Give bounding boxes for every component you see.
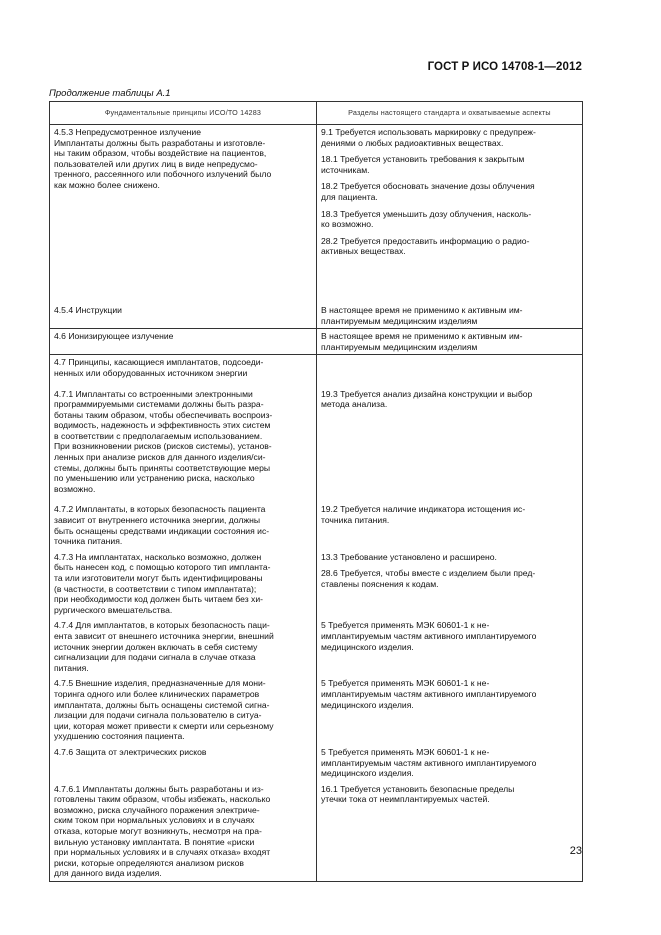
principle-text-line: 4.5.4 Инструкции <box>54 304 122 315</box>
document-id: ГОСТ Р ИСО 14708-1—2012 <box>427 61 582 73</box>
principle-text-line: лизации для подачи сигнала пользователю в ситуа- <box>54 710 262 721</box>
principle-text-line: быть оснащены средствами индикации состояния ис- <box>54 525 270 536</box>
section-text-line: 28.2 Требуется предоставить информацию о радио- <box>321 235 530 246</box>
principle-text-line: 4.7.6 Защита от электрических рисков <box>54 746 207 757</box>
table-row <box>50 781 583 882</box>
principle-text-line: тренного, рассеянного или побочного излучений было <box>54 169 272 180</box>
page-number: 23 <box>569 845 582 857</box>
section-paragraph <box>321 552 578 563</box>
principle-text-line: отказа, которые могут возникнуть, несмотря на пра- <box>54 826 262 837</box>
section-text-line: 13.3 Требование установлено и расширено. <box>321 551 497 562</box>
section-text-line: источникам. <box>321 164 370 175</box>
section-text-line: медицинского изделия. <box>321 768 414 779</box>
table-row <box>50 125 583 259</box>
section-cell <box>317 617 583 675</box>
col-header-principles: Фундаментальные принципы ИСО/ТО 14283 <box>50 102 317 125</box>
section-cell <box>317 675 583 744</box>
section-text-line: дениями о любых радиоактивных веществах. <box>321 137 504 148</box>
principle-text-line: рургического вмешательства. <box>54 604 173 615</box>
section-cell <box>317 744 583 781</box>
principle-text-line: зависит от внутреннего источника энергии, должны <box>54 515 261 526</box>
principle-cell <box>50 496 317 548</box>
principle-text-line: 4.7 Принципы, касающиеся имплантатов, подсоеди- <box>54 357 264 368</box>
section-cell <box>317 549 583 618</box>
section-text-line: плантируемым медицинским изделиям <box>321 315 478 326</box>
requirements-table <box>49 101 583 882</box>
section-text-line: плантируемым медицинским изделиям <box>321 341 478 352</box>
principle-text-line: ленных при анализе рисков для данного изделия/си- <box>54 452 266 463</box>
principle-text-line: программируемыми системами должны быть разра- <box>54 399 264 410</box>
table-body <box>50 125 583 882</box>
section-text-line: метода анализа. <box>321 399 388 410</box>
table-row <box>50 549 583 618</box>
table-row <box>50 259 583 329</box>
section-text-line: 9.1 Требуется использовать маркировку с предупреж- <box>321 127 536 137</box>
section-text-line: ставлены пояснения к кодам. <box>321 579 439 589</box>
section-text-line: утечки тока от неимплантируемых частей. <box>321 794 490 805</box>
principle-text-line: быть нанесен код, с помощью которого тип импланта- <box>54 562 271 573</box>
section-cell <box>317 355 583 381</box>
principle-text-line: та или изготовители могут быть идентифицированы <box>54 573 263 583</box>
principle-text-line: ненных или оборудованных источником энергии <box>54 367 248 378</box>
section-paragraph <box>321 620 578 652</box>
principle-text-line: ухудшению состояния пациента. <box>54 731 185 742</box>
section-text-line: имплантируемым частям активного имплантируемого <box>321 757 537 768</box>
principle-text-line: питания. <box>54 662 89 673</box>
principle-text-line: при нормальных условиях и в случаях отказа» входят <box>54 847 271 858</box>
principle-cell <box>50 549 317 618</box>
principle-text-line: Имплантаты должны быть разработаны и изготовле- <box>54 137 266 148</box>
principle-cell <box>50 781 317 882</box>
section-cell <box>317 329 583 355</box>
principle-text-line: ским током при нормальных условиях и в случаях <box>54 815 255 826</box>
section-paragraph <box>321 784 578 805</box>
section-text-line: для пациента. <box>321 191 378 202</box>
section-cell <box>317 781 583 882</box>
section-paragraph <box>321 389 578 410</box>
section-paragraph <box>321 747 578 779</box>
section-text-line: имплантируемым частям активного имплантируемого <box>321 688 537 699</box>
principle-text-line: возможно. <box>54 483 96 494</box>
principle-text-line: При возникновении рисков (рисков системы), установ- <box>54 441 272 452</box>
table-row <box>50 355 583 381</box>
principle-text-line: вильную установку имплантата. В понятие «риски <box>54 836 255 847</box>
section-paragraph <box>321 127 578 148</box>
section-paragraph <box>321 181 578 202</box>
principle-cell <box>50 381 317 497</box>
section-paragraph <box>321 568 578 589</box>
principle-cell <box>50 675 317 744</box>
principle-text-line: в соответствии с предполагаемым использованием. <box>54 430 263 441</box>
principle-text-line: при необходимости код должен быть читаем без хи- <box>54 594 263 605</box>
principle-cell <box>50 329 317 355</box>
section-text-line: медицинского изделия. <box>321 641 414 652</box>
section-text-line: 28.6 Требуется, чтобы вместе с изделием были пред- <box>321 568 536 579</box>
principle-text-line: стемы, должны быть приняты соответствующие меры <box>54 462 271 473</box>
principle-cell <box>50 744 317 781</box>
section-text-line: В настоящее время не применимо к активным им- <box>321 304 523 315</box>
section-cell <box>317 381 583 497</box>
principle-text-line: 4.6 Ионизирующее излучение <box>54 331 174 342</box>
principle-cell <box>50 259 317 329</box>
section-text-line: точника питания. <box>321 515 390 526</box>
section-text-line: 16.1 Требуется установить безопасные пределы <box>321 783 515 794</box>
col-header-sections: Разделы настоящего стандарта и охватываемые аспекты <box>317 102 583 125</box>
principle-text-line: возможно, риска случайного поражения электриче- <box>54 804 260 815</box>
principle-text-line: 4.7.2 Имплантаты, в которых безопасность пациента <box>54 504 266 515</box>
principle-text-line: торинга одного или более клинических параметров <box>54 688 260 699</box>
principle-text-line: 4.7.5 Внешние изделия, предназначенные для мони- <box>54 678 266 689</box>
section-paragraph <box>321 209 578 230</box>
principle-text-line: для данного вида изделия. <box>54 868 162 879</box>
principle-text-line: пользователей или других лиц в виде непредусмо- <box>54 158 258 169</box>
table-row <box>50 496 583 548</box>
principle-text-line: сигнализации для подачи сигнала в случае отказа <box>54 652 256 663</box>
section-cell <box>317 125 583 259</box>
section-cell <box>317 496 583 548</box>
table-row <box>50 744 583 781</box>
principle-text-line: 4.7.6.1 Имплантаты должны быть разработаны и из- <box>54 783 264 794</box>
table-row <box>50 329 583 355</box>
section-text-line: 18.1 Требуется установить требования к закрытым <box>321 154 525 165</box>
section-paragraph <box>321 154 578 175</box>
section-paragraph <box>321 504 578 525</box>
principle-text-line: источник энергии должен включать в себя систему <box>54 641 258 652</box>
section-paragraph <box>321 678 578 710</box>
section-text-line: 5 Требуется применять МЭК 60601-1 к не- <box>321 746 490 757</box>
principle-text-line: 4.5.3 Непредусмотренное излучение <box>54 127 201 137</box>
section-text-line: 19.2 Требуется наличие индикатора истощения ис- <box>321 504 526 515</box>
table-row <box>50 381 583 497</box>
principle-cell <box>50 355 317 381</box>
principle-text-line: водимость, надежность и эффективность этих систем <box>54 420 271 431</box>
principle-text-line: 4.7.3 На имплантатах, насколько возможно, должен <box>54 551 262 562</box>
table-header-row <box>50 102 583 125</box>
table-caption: Продолжение таблицы А.1 <box>49 88 171 99</box>
section-text-line: активных веществах. <box>321 246 406 257</box>
principle-text-line: риски, которые определяются анализом рисков <box>54 857 244 868</box>
principle-text-line: имплантата, должны быть оснащены системой сигна- <box>54 699 270 710</box>
principle-text-line: 4.7.1 Имплантаты со встроенными электронными <box>54 388 253 399</box>
section-text-line: В настоящее время не применимо к активным им- <box>321 331 523 342</box>
section-text-line: 5 Требуется применять МЭК 60601-1 к не- <box>321 678 490 689</box>
principle-text-line: как можно более снижено. <box>54 179 160 190</box>
section-text-line: 19.3 Требуется анализ дизайна конструкции и выбор <box>321 388 533 399</box>
principle-text-line: ции, которая может привести к смерти или серьезному <box>54 720 274 731</box>
table-row <box>50 675 583 744</box>
principle-text-line: по уменьшению или устранению риска, насколько <box>54 473 255 484</box>
section-text-line: имплантируемым частям активного имплантируемого <box>321 630 537 641</box>
principle-text-line: 4.7.4 Для имплантатов, в которых безопасность паци- <box>54 620 270 631</box>
section-paragraph <box>321 331 578 352</box>
section-text-line: ко возможно. <box>321 219 374 230</box>
principle-text-line: ботаны таким образом, чтобы обеспечивать воспроиз- <box>54 409 273 420</box>
section-paragraph <box>321 236 578 257</box>
section-text-line: медицинского изделия. <box>321 699 414 710</box>
principle-text-line: ны таким образом, чтобы воздействие на пациентов, <box>54 148 267 159</box>
principle-text-line: готовлены таким образом, чтобы избежать, насколько <box>54 794 271 805</box>
section-text-line: 18.2 Требуется обосновать значение дозы облучения <box>321 181 535 192</box>
principle-text-line: ента зависит от внешнего источника энергии, внешний <box>54 630 274 641</box>
section-text-line: 18.3 Требуется уменьшить дозу облучения, насколь- <box>321 208 532 219</box>
principle-cell <box>50 617 317 675</box>
principle-cell <box>50 125 317 259</box>
section-paragraph <box>321 305 578 326</box>
principle-text-line: точника питания. <box>54 536 123 547</box>
table-row <box>50 617 583 675</box>
principle-text-line: (в частности, в соответствии с типом имплантата); <box>54 583 257 594</box>
section-cell <box>317 259 583 329</box>
section-text-line: 5 Требуется применять МЭК 60601-1 к не- <box>321 620 490 631</box>
